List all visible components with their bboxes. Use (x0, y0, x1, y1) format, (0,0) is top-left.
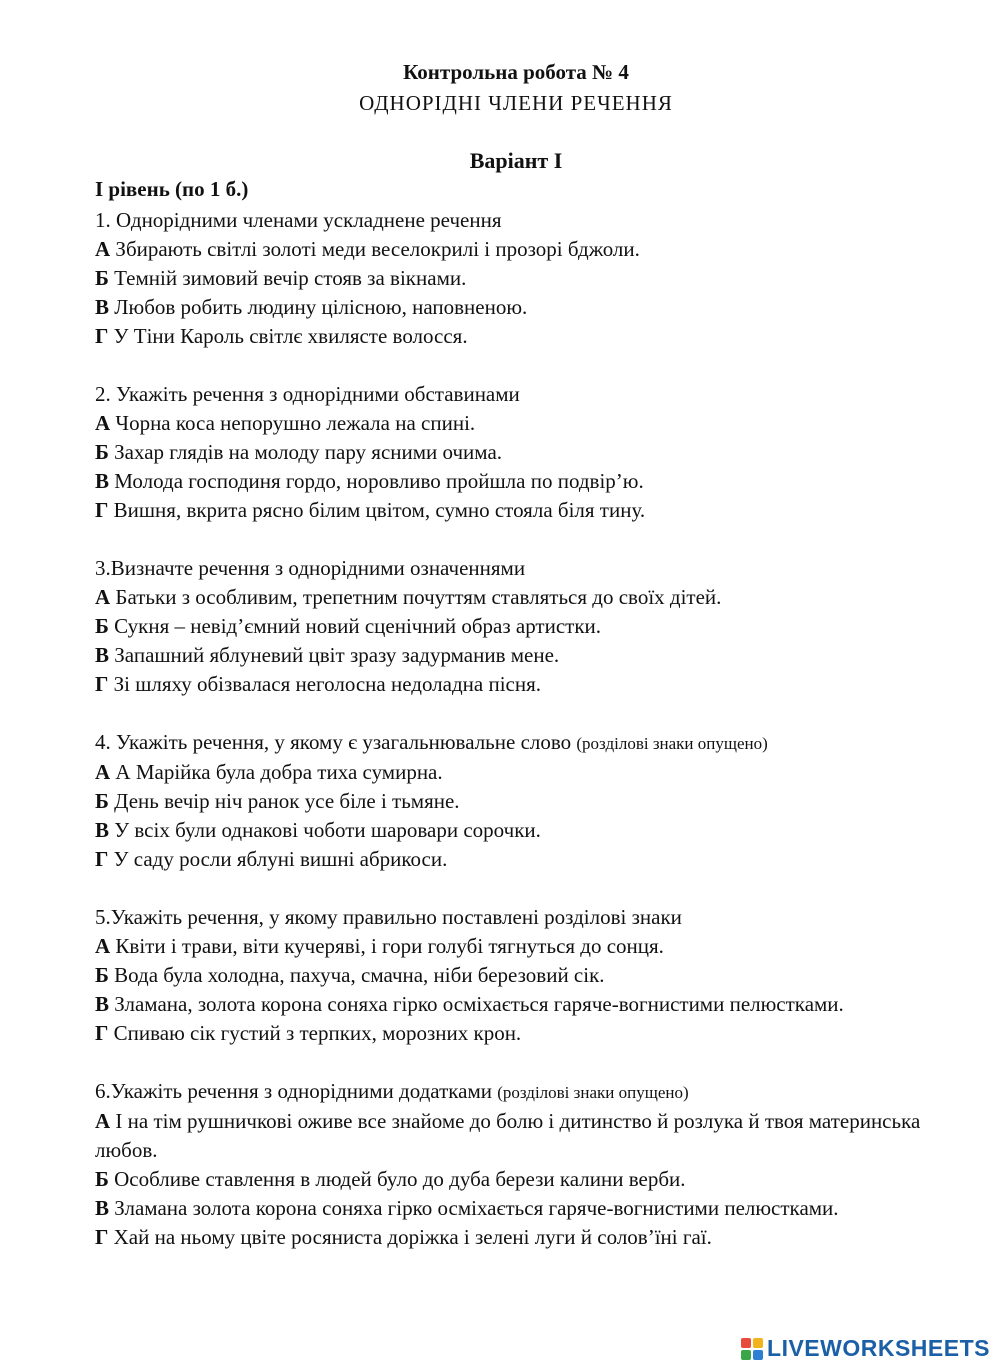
question-text: 5.Укажіть речення, у якому правильно поставлені розділові знаки (95, 905, 682, 929)
test-topic: ОДНОРІДНІ ЧЛЕНИ РЕЧЕННЯ (359, 91, 673, 115)
test-title: Контрольна робота № 4 (403, 60, 629, 84)
liveworksheets-logo[interactable] (741, 1335, 990, 1362)
variant-heading: Варіант І (469, 148, 563, 173)
option-v[interactable]: В Зламана золота корона соняха гірко осміхається гаряче-вогнистими пелюстками. (95, 1196, 839, 1220)
option-b[interactable]: Б Вода була холодна, пахуча, смачна, ніби березовий сік. (95, 963, 605, 987)
option-g[interactable]: Г Хай на ньому цвіте росяниста доріжка і зелені луги й солов’їні гаї. (95, 1225, 712, 1249)
option-a[interactable]: А Чорна коса непорушно лежала на спині. (95, 411, 476, 435)
option-v[interactable]: В Любов робить людину цілісною, наповненою. (95, 295, 528, 319)
question-text: 6.Укажіть речення з однорідними додатками (розділові знаки опущено) (95, 1079, 689, 1103)
question-1 (95, 206, 965, 351)
option-g[interactable]: Г Спиваю сік густий з терпких, морозних крон. (95, 1021, 522, 1045)
question-note: (розділові знаки опущено) (576, 734, 768, 753)
question-text: 3.Визначте речення з однорідними означеннями (95, 556, 526, 580)
question-4 (95, 728, 965, 874)
option-g[interactable]: Г Зі шляху обізвалася неголосна недоладна пісня. (95, 672, 542, 696)
questions-list (95, 206, 965, 1281)
question-5 (95, 903, 965, 1048)
question-3 (95, 554, 965, 699)
option-a[interactable]: А Батьки з особливим, трепетним почуттям ставляться до своїх дітей. (95, 585, 722, 609)
option-b[interactable]: Б Захар глядів на молоду пару ясними очима. (95, 440, 503, 464)
question-note: (розділові знаки опущено) (497, 1083, 689, 1102)
question-text: 2. Укажіть речення з однорідними обставинами (95, 382, 520, 406)
question-text: 4. Укажіть речення, у якому є узагальнювальне слово (розділові знаки опущено) (95, 730, 768, 754)
option-b[interactable]: Б День вечір ніч ранок усе біле і тьмяне. (95, 789, 460, 813)
option-b[interactable]: Б Темній зимовий вечір стояв за вікнами. (95, 266, 467, 290)
liveworksheets-logo-icon (741, 1338, 763, 1360)
option-a[interactable]: А А Марійка була добра тиха сумирна. (95, 760, 443, 784)
option-b[interactable]: Б Особливе ставлення в людей було до дуба берези калини верби. (95, 1167, 686, 1191)
option-g[interactable]: Г У Тіни Кароль світлє хвилясте волосся. (95, 324, 468, 348)
option-v[interactable]: В Молода господиня гордо, норовливо пройшла по подвір’ю. (95, 469, 644, 493)
level-heading: І рівень (по 1 б.) (95, 177, 249, 201)
option-v[interactable]: В Запашний яблуневий цвіт зразу задурманив мене. (95, 643, 560, 667)
question-2 (95, 380, 965, 525)
question-text: 1. Однорідними членами ускладнене речення (95, 208, 502, 232)
option-v[interactable]: В У всіх були однакові чоботи шаровари сорочки. (95, 818, 541, 842)
option-a[interactable]: А І на тім рушничкові оживе все знайоме до болю і дитинство й розлука й твоя материнська любов. (95, 1109, 921, 1162)
option-g[interactable]: Г Вишня, вкрита рясно білим цвітом, сумно стояла біля тину. (95, 498, 646, 522)
option-v[interactable]: В Зламана, золота корона соняха гірко осміхається гаряче-вогнистими пелюстками. (95, 992, 844, 1016)
option-a[interactable]: А Квіти і трави, віти кучеряві, і гори голубі тягнуться до сонця. (95, 934, 664, 958)
brand-label: LIVEWORKSHEETS (767, 1335, 990, 1361)
question-6 (95, 1077, 965, 1252)
option-a[interactable]: А Збирають світлі золоті меди веселокрилі і прозорі бджоли. (95, 237, 640, 261)
option-g[interactable]: Г У саду росли яблуні вишні абрикоси. (95, 847, 448, 871)
option-b[interactable]: Б Сукня – невід’ємний новий сценічний образ артистки. (95, 614, 602, 638)
